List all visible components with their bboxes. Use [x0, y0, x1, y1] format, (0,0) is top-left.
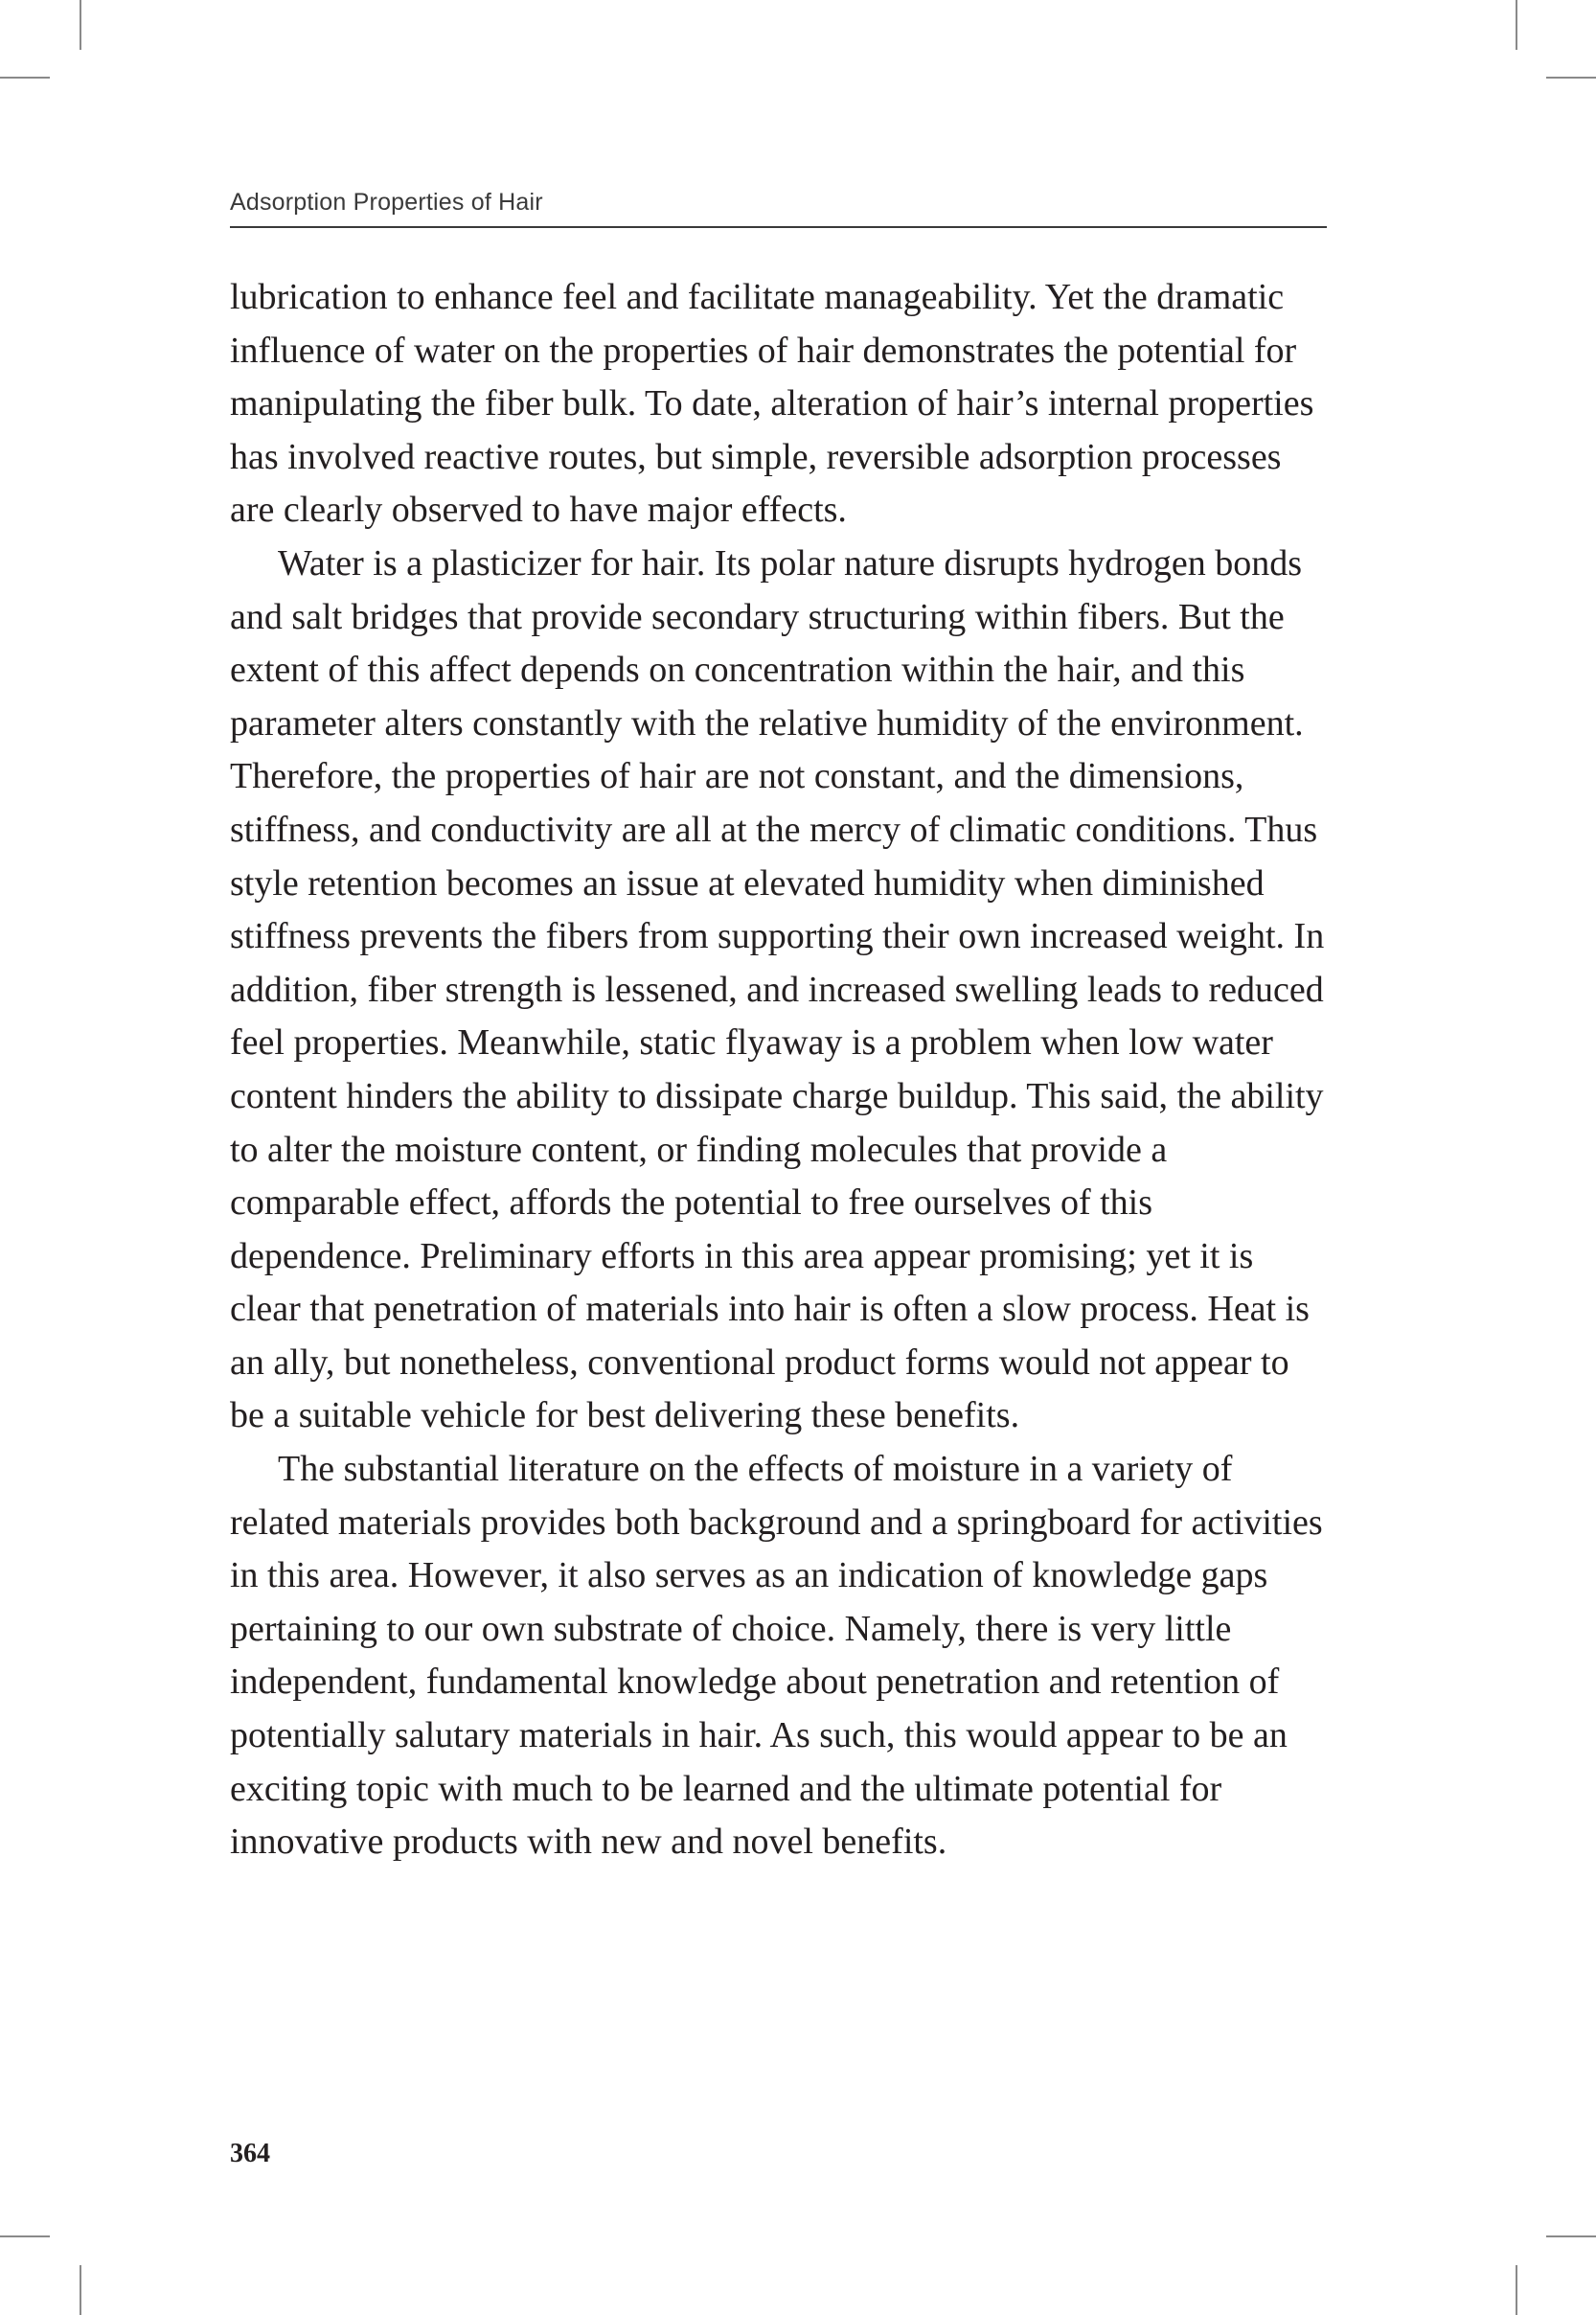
- crop-mark-top-right-horizontal: [1546, 77, 1596, 79]
- crop-mark-bottom-right-vertical: [1516, 2265, 1517, 2315]
- crop-mark-bottom-left-horizontal: [0, 2235, 50, 2237]
- crop-mark-bottom-right-horizontal: [1546, 2235, 1596, 2237]
- paragraph-3: The substantial literature on the effects of moisture in a variety of related materials provides both background and a springboard for activities in this area. However, it also serves as an indication of knowledge gaps pertaining to our own substrate of choice. Namely, there is very little independent, fundamental knowledge about penetration and retention of potentially salutary materials in hair. As such, this would appear to be an exciting topic with much to be learned and the ultimate potential for innovative products with new and novel benefits.: [230, 1449, 1323, 1863]
- crop-mark-top-left-vertical: [80, 0, 81, 50]
- running-head: Adsorption Properties of Hair: [230, 189, 543, 216]
- crop-mark-bottom-left-vertical: [80, 2265, 81, 2315]
- page-number: 364: [230, 2139, 270, 2168]
- crop-mark-top-right-vertical: [1516, 0, 1517, 50]
- header-rule: [230, 226, 1327, 228]
- body-text: [230, 271, 1327, 1869]
- paragraph-2: Water is a plasticizer for hair. Its polar nature disrupts hydrogen bonds and salt bridges that provide secondary structuring within fibers. But the extent of this affect depends on concentration within the hair, and this parameter alters constantly with the relative humidity of the environment. Therefore, the properties of hair are not constant, and the dimensions, stiffness, and conductivity are all at the mercy of climatic conditions. Thus style retention becomes an issue at elevated humidity when diminished stiffness prevents the fibers from supporting their own increased weight. In addition, fiber strength is lessened, and increased swelling leads to reduced feel properties. Meanwhile, static flyaway is a problem when low water content hinders the ability to dissipate charge buildup. This said, the ability to alter the moisture content, or finding molecules that provide a comparable effect, affords the potential to free ourselves of this dependence. Preliminary efforts in this area appear promising; yet it is clear that penetration of materials into hair is often a slow process. Heat is an ally, but nonetheless, conventional product forms would not appear to be a suitable vehicle for best delivering these benefits.: [230, 542, 1325, 1436]
- crop-mark-top-left-horizontal: [0, 77, 50, 79]
- paragraph-1: lubrication to enhance feel and facilitate manageability. Yet the dramatic influence of water on the properties of hair demonstrates the potential for manipulating the fiber bulk. To date, alteration of hair’s internal properties has involved reactive routes, but simple, reversible adsorption processes are clearly observed to have major effects.: [230, 277, 1314, 531]
